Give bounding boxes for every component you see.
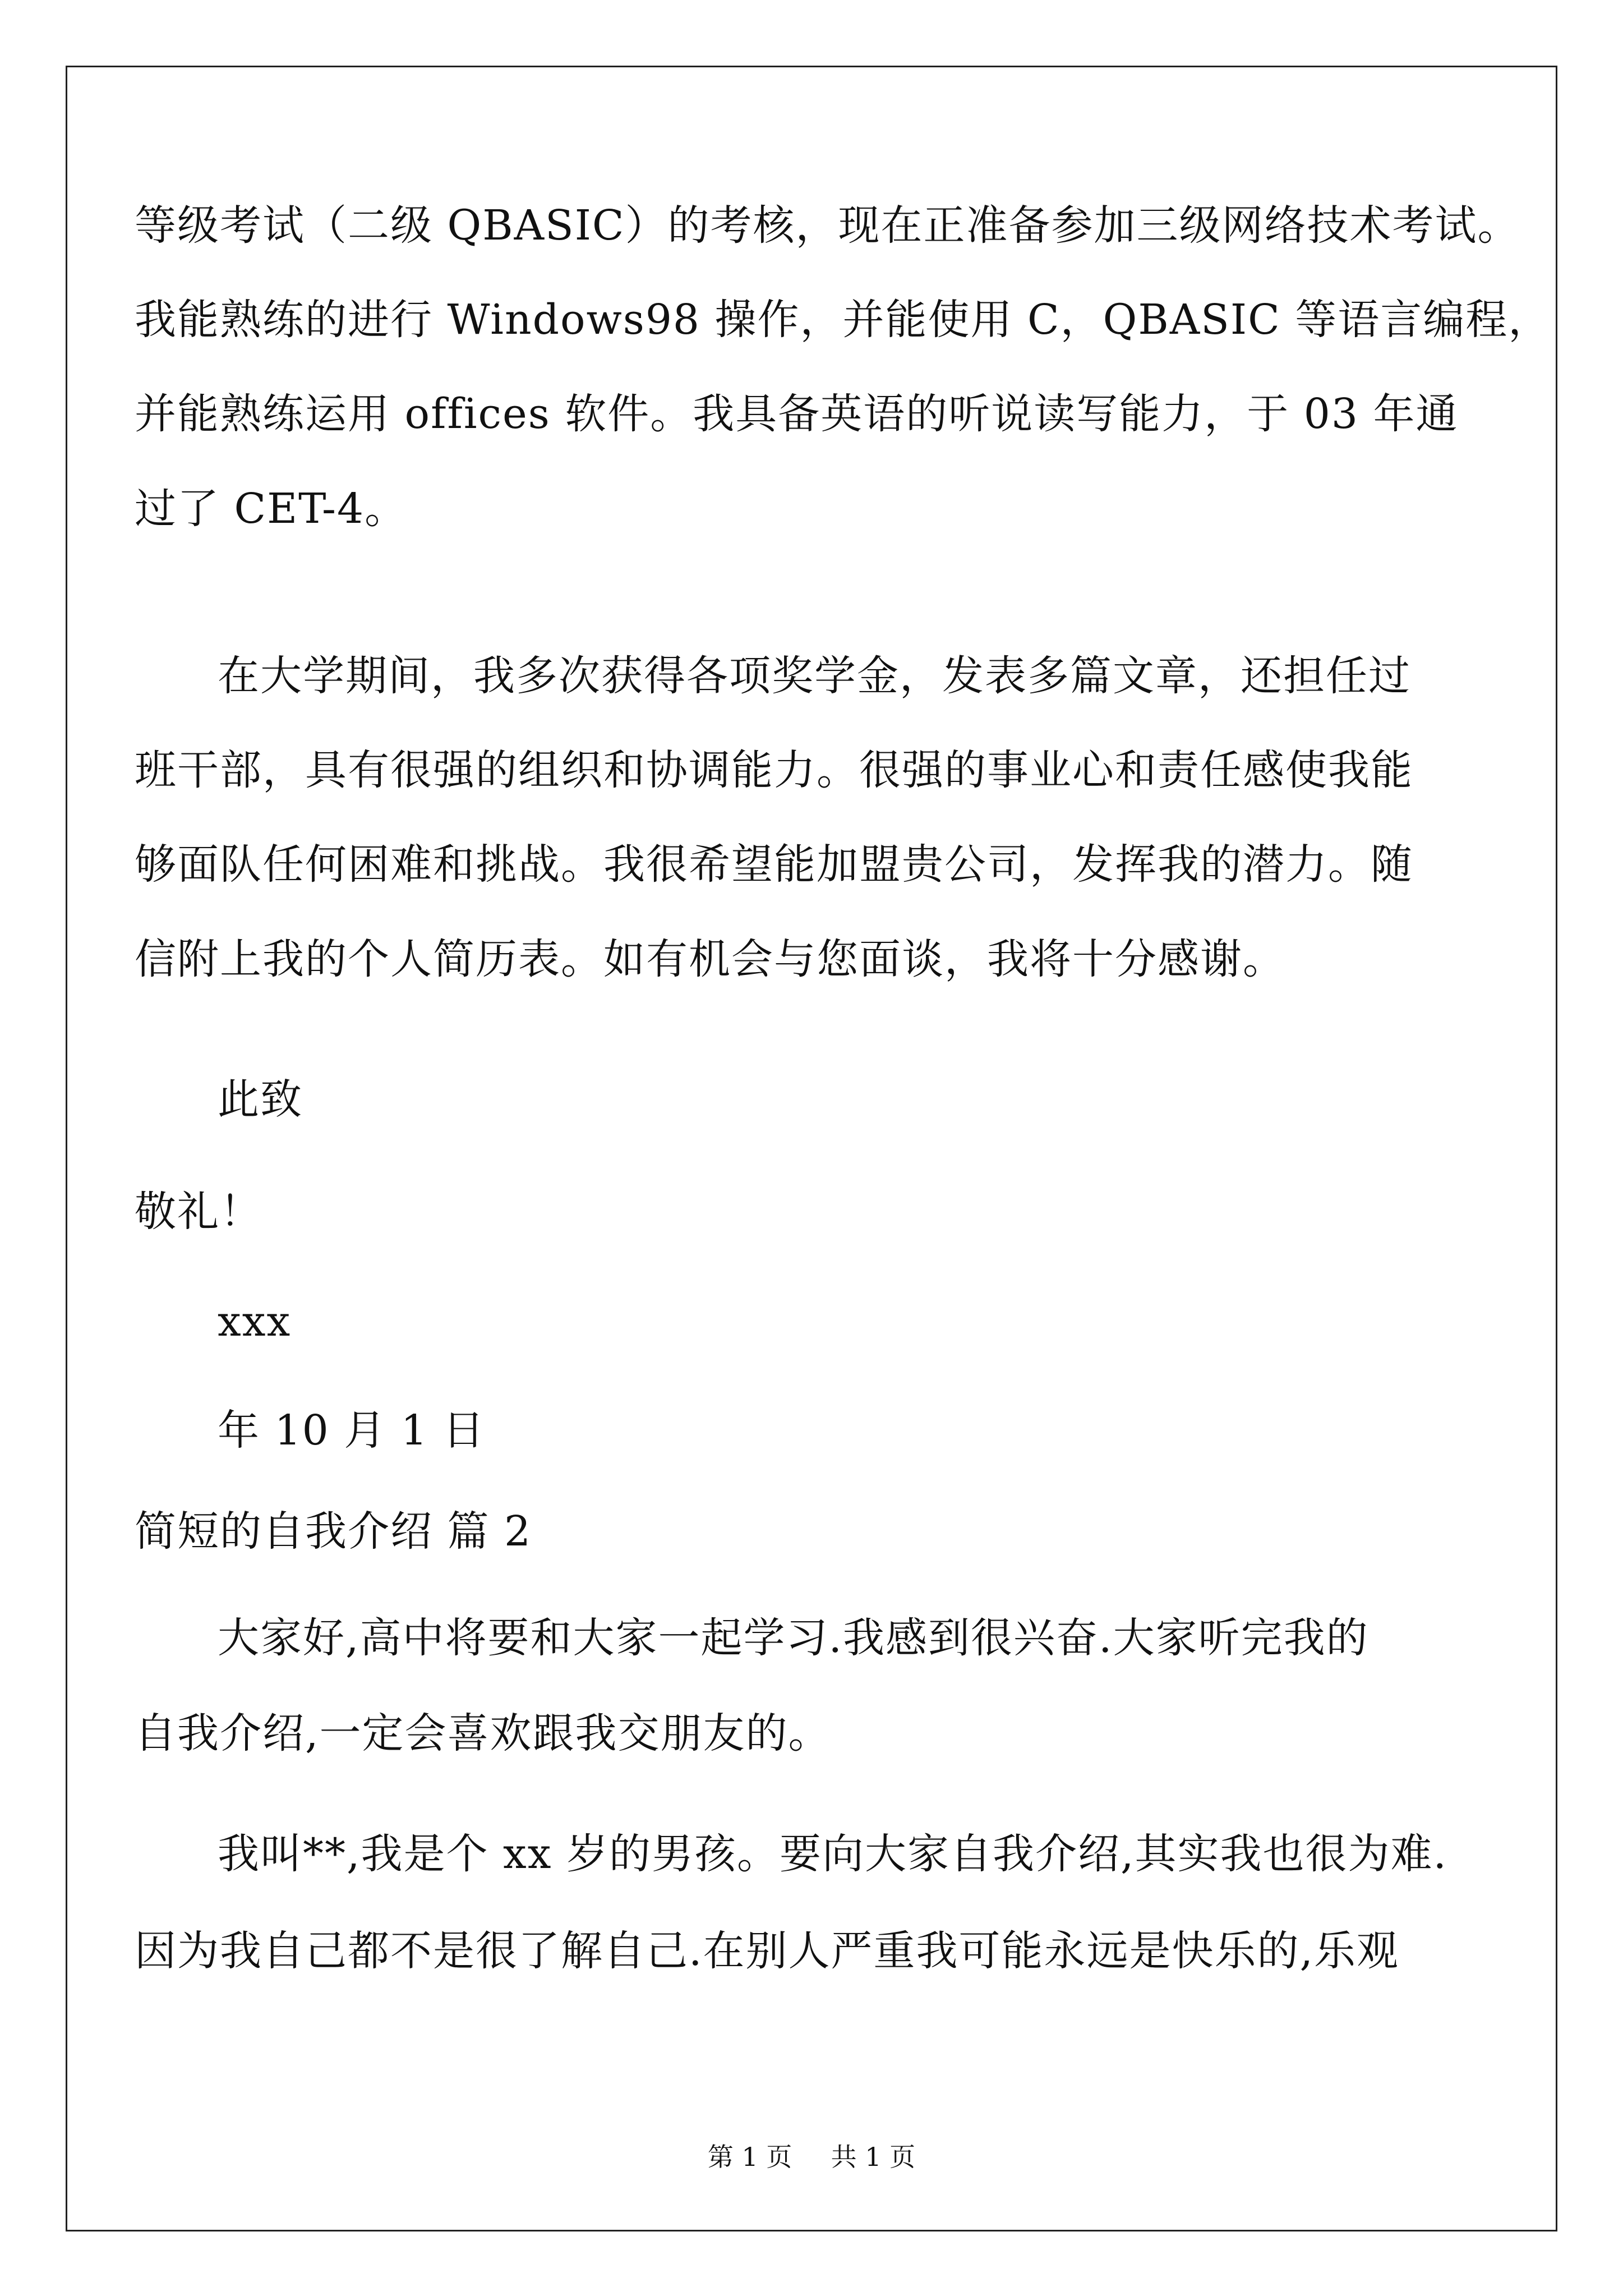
paragraph-line: 因为我自己都不是很了解自己.在别人严重我可能永远是快乐的,乐观: [135, 1927, 1400, 1975]
paragraph-line: 班干部，具有很强的组织和协调能力。很强的事业心和责任感使我能: [135, 746, 1413, 794]
paragraph-line: 我叫**,我是个 xx 岁的男孩。要向大家自我介绍,其实我也很为难.: [218, 1830, 1448, 1878]
date-text: 年 10 月 1 日: [218, 1406, 486, 1455]
signature-text: xxx: [218, 1297, 292, 1346]
page-total: 共 1 页: [831, 2142, 916, 2172]
paragraph-line: 我能熟练的进行 Windows98 操作，并能使用 C，QBASIC 等语言编程，: [135, 296, 1551, 344]
closing-text: 此致: [218, 1075, 303, 1124]
page-footer: [0, 2140, 1623, 2174]
section-title: 简短的自我介绍 篇 2: [135, 1507, 532, 1556]
paragraph-line: 并能熟练运用 offices 软件。我具备英语的听说读写能力，于 03 年通: [135, 390, 1459, 438]
paragraph-line: 大家好,高中将要和大家一起学习.我感到很兴奋.大家听完我的: [218, 1614, 1369, 1662]
paragraph-line: 信附上我的个人简历表。如有机会与您面谈，我将十分感谢。: [135, 935, 1285, 983]
salutation-text: 敬礼！: [135, 1188, 262, 1236]
paragraph-line: 自我介绍,一定会喜欢跟我交朋友的。: [135, 1709, 831, 1757]
paragraph-line: 够面队任何困难和挑战。我很希望能加盟贵公司，发挥我的潜力。随: [135, 840, 1413, 889]
page-number: 第 1 页: [707, 2142, 792, 2172]
paragraph-line: 等级考试（二级 QBASIC）的考核，现在正准备参加三级网络技术考试。: [135, 201, 1520, 250]
paragraph-line: 过了 CET-4。: [135, 485, 408, 533]
paragraph-line: 在大学期间，我多次获得各项奖学金，发表多篇文章，还担任过: [218, 652, 1411, 700]
